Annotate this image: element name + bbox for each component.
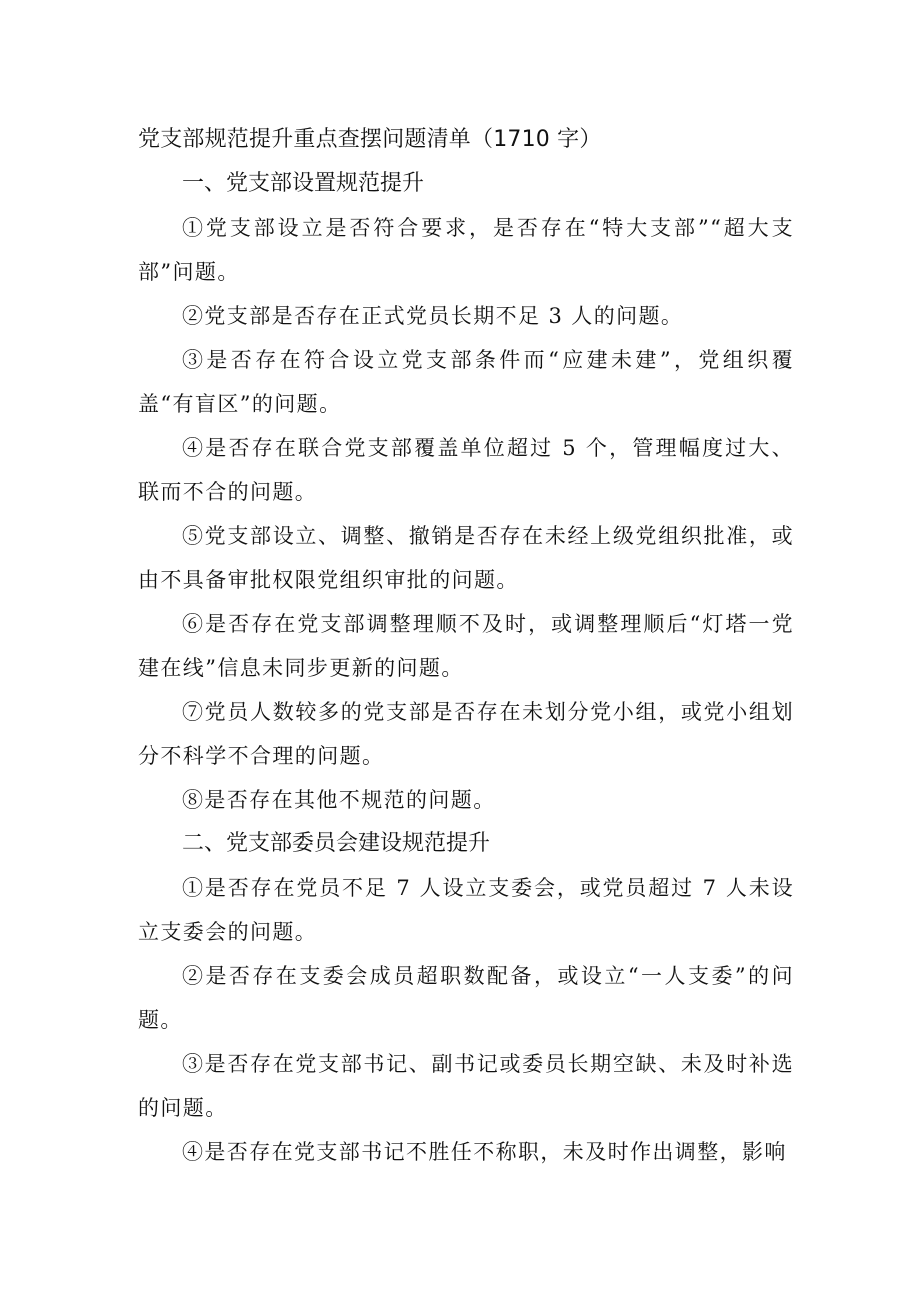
section-1-item-3: ③是否存在符合设立党支部条件而“应建未建”，党组织覆盖“有盲区”的问题。 bbox=[138, 348, 794, 416]
section-1-item-5: ⑤党支部设立、调整、撤销是否存在未经上级党组织批准，或由不具备审批权限党组织审批的问题。 bbox=[138, 524, 794, 592]
section-2-item-2: ②是否存在支委会成员超职数配备，或设立“一人支委”的问题。 bbox=[138, 964, 794, 1032]
section-1-item-7: ⑦党员人数较多的党支部是否存在未划分党小组，或党小组划分不科学不合理的问题。 bbox=[138, 700, 794, 768]
section-1-item-4: ④是否存在联合党支部覆盖单位超过 5 个，管理幅度过大、联而不合的问题。 bbox=[138, 436, 794, 504]
section-1-item-6: ⑥是否存在党支部调整理顺不及时，或调整理顺后“灯塔一党建在线”信息未同步更新的问题。 bbox=[138, 612, 794, 680]
section-2-item-1: ①是否存在党员不足 7 人设立支委会，或党员超过 7 人未设立支委会的问题。 bbox=[138, 876, 794, 944]
document-title: 党支部规范提升重点查摆问题清单（1710 字） bbox=[138, 127, 602, 152]
section-2-item-3: ③是否存在党支部书记、副书记或委员长期空缺、未及时补选的问题。 bbox=[138, 1052, 794, 1120]
section-2-item-4: ④是否存在党支部书记不胜任不称职，未及时作出调整，影响 bbox=[182, 1140, 787, 1164]
document-body bbox=[138, 118, 794, 1174]
section-1-item-2: ②党支部是否存在正式党员长期不足 3 人的问题。 bbox=[182, 304, 684, 328]
section-1-item-1: ①党支部设立是否符合要求，是否存在“特大支部”“超大支部”问题。 bbox=[138, 216, 794, 284]
section-heading-1: 一、党支部设置规范提升 bbox=[182, 171, 425, 196]
section-1-item-8: ⑧是否存在其他不规范的问题。 bbox=[182, 788, 496, 812]
section-heading-2: 二、党支部委员会建设规范提升 bbox=[182, 831, 491, 856]
